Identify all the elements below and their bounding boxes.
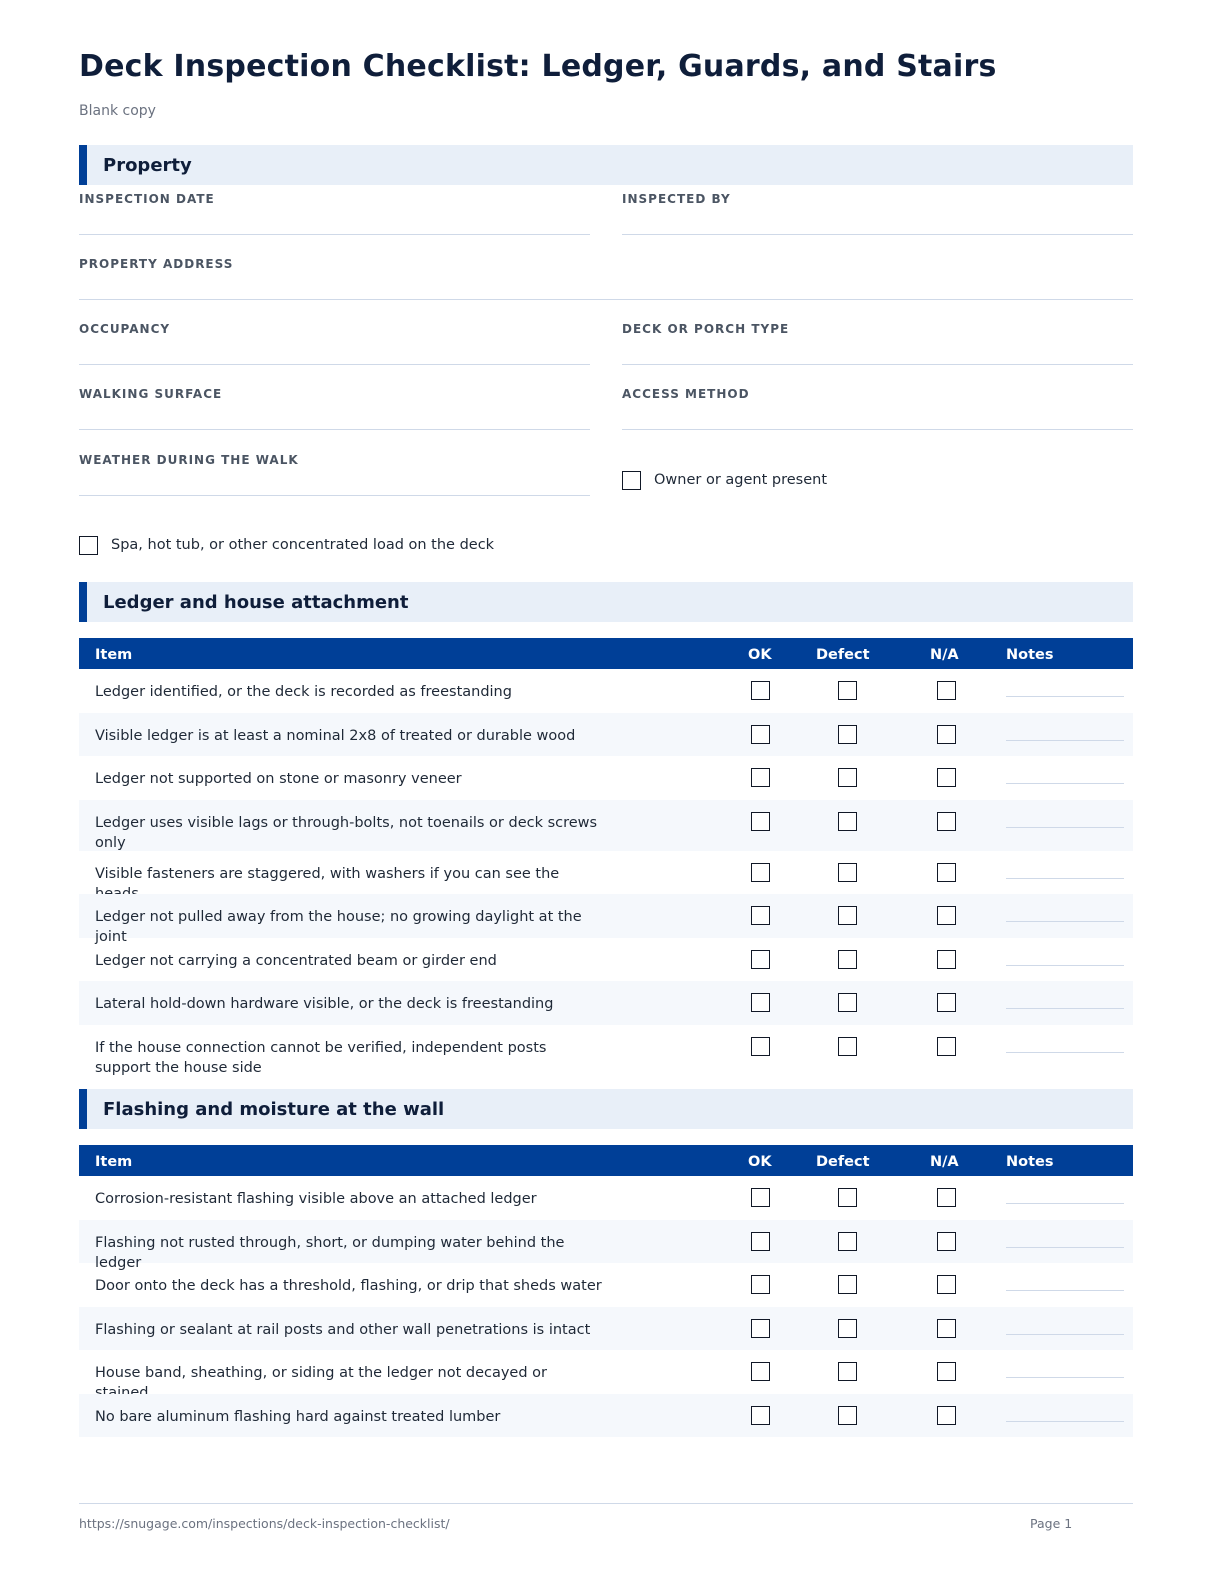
header-na: N/A [930, 1154, 959, 1170]
na-checkbox[interactable] [937, 906, 956, 925]
header-notes: Notes [1006, 647, 1054, 663]
notes-field[interactable] [1006, 1247, 1124, 1248]
na-checkbox[interactable] [937, 768, 956, 787]
na-checkbox[interactable] [937, 1362, 956, 1381]
walking-surface-field[interactable] [79, 380, 590, 430]
table-row [79, 1263, 1133, 1307]
table-row [79, 1176, 1133, 1220]
defect-checkbox[interactable] [838, 993, 857, 1012]
header-item: Item [95, 1154, 133, 1170]
table-row [79, 1394, 1133, 1438]
table-row [79, 1220, 1133, 1271]
na-checkbox[interactable] [937, 1319, 956, 1338]
field-label: OCCUPANCY [79, 322, 171, 336]
item-text: Ledger uses visible lags or through-bolts, not toenails or deck screws only [95, 814, 598, 851]
item-text: House band, sheathing, or siding at the ledger not decayed or [95, 1365, 547, 1381]
table-header [79, 638, 1133, 669]
table-row [79, 1025, 1133, 1076]
defect-checkbox[interactable] [838, 906, 857, 925]
na-checkbox[interactable] [937, 725, 956, 744]
spa-load-option[interactable] [79, 534, 494, 556]
item-text: Ledger not pulled away from the house; no growing daylight at the joint [95, 909, 582, 945]
na-checkbox[interactable] [937, 1275, 956, 1294]
defect-checkbox[interactable] [838, 768, 857, 787]
table-row [79, 1307, 1133, 1351]
inspected-by-field[interactable] [622, 185, 1133, 235]
defect-checkbox[interactable] [838, 1319, 857, 1338]
field-label: WEATHER DURING THE WALK [79, 453, 299, 467]
ok-checkbox[interactable] [751, 1037, 770, 1056]
ok-checkbox[interactable] [751, 725, 770, 744]
field-label: ACCESS METHOD [622, 387, 750, 401]
ok-checkbox[interactable] [751, 1319, 770, 1338]
ledger-rows [79, 669, 1133, 1076]
table-row [79, 981, 1133, 1025]
na-checkbox[interactable] [937, 993, 956, 1012]
footer-url: https://snugage.com/inspections/deck-inspection-checklist/ [79, 1516, 450, 1531]
field-label: INSPECTION DATE [79, 192, 215, 206]
ok-checkbox[interactable] [751, 906, 770, 925]
field-label: DECK OR PORCH TYPE [622, 322, 790, 336]
table-row [79, 800, 1133, 851]
section-title: Ledger and house attachment [103, 592, 409, 613]
page-title: Deck Inspection Checklist: Ledger, Guards, and Stairs [79, 49, 997, 84]
notes-field[interactable] [1006, 696, 1124, 697]
item-text: Corrosion-resistant flashing visible above an attached ledger [95, 1191, 537, 1207]
defect-checkbox[interactable] [838, 725, 857, 744]
na-checkbox[interactable] [937, 1232, 956, 1251]
ok-checkbox[interactable] [751, 1406, 770, 1425]
spa-load-label: Spa, hot tub, or other concentrated load on the deck [111, 537, 495, 553]
table-row [79, 713, 1133, 757]
defect-checkbox[interactable] [838, 1406, 857, 1425]
notes-field[interactable] [1006, 783, 1124, 784]
defect-checkbox[interactable] [838, 812, 857, 831]
ok-checkbox[interactable] [751, 1362, 770, 1381]
ledger-table [79, 638, 1133, 1076]
ok-checkbox[interactable] [751, 863, 770, 882]
spa-load-checkbox[interactable] [79, 536, 98, 555]
section-title: Property [103, 155, 192, 176]
header-defect: Defect [816, 1154, 870, 1170]
ok-checkbox[interactable] [751, 768, 770, 787]
item-text: Ledger not carrying a concentrated beam or girder end [95, 952, 497, 969]
table-row [79, 1350, 1133, 1394]
na-checkbox[interactable] [937, 1406, 956, 1425]
item-text: Visible fasteners are staggered, with washers if you can see the [95, 865, 560, 882]
table-row [79, 669, 1133, 713]
occupancy-field[interactable] [79, 315, 590, 365]
defect-checkbox[interactable] [838, 1362, 857, 1381]
header-item: Item [95, 647, 133, 663]
notes-field[interactable] [1006, 1008, 1124, 1009]
defect-checkbox[interactable] [838, 1188, 857, 1207]
item-text: Flashing not rusted through, short, or dumping water behind the ledger [95, 1234, 565, 1271]
notes-field[interactable] [1006, 827, 1124, 828]
item-text: If the house connection cannot be verified, independent posts support the house side [95, 1039, 547, 1076]
table-row [79, 756, 1133, 800]
defect-checkbox[interactable] [838, 1037, 857, 1056]
owner-present-label: Owner or agent present [654, 472, 828, 488]
notes-field[interactable] [1006, 878, 1124, 879]
item-text: Ledger not supported on stone or masonry veneer [95, 771, 462, 787]
notes-field[interactable] [1006, 1377, 1124, 1378]
flashing-rows [79, 1176, 1133, 1437]
item-text: Door onto the deck has a threshold, flashing, or drip that sheds water [95, 1278, 602, 1294]
na-checkbox[interactable] [937, 1188, 956, 1207]
na-checkbox[interactable] [937, 812, 956, 831]
owner-present-checkbox[interactable] [622, 471, 641, 490]
notes-field[interactable] [1006, 740, 1124, 741]
property-address-field[interactable] [79, 250, 1133, 300]
ok-checkbox[interactable] [751, 950, 770, 969]
page-subtitle: Blank copy [79, 103, 156, 119]
defect-checkbox[interactable] [838, 681, 857, 700]
access-method-field[interactable] [622, 380, 1133, 430]
footer-page-number: Page 1 [1030, 1516, 1073, 1531]
ok-checkbox[interactable] [751, 1232, 770, 1251]
field-label: INSPECTED BY [622, 192, 731, 206]
table-row [79, 851, 1133, 895]
defect-checkbox[interactable] [838, 950, 857, 969]
item-text: No bare aluminum flashing hard against treated lumber [95, 1408, 501, 1425]
section-title: Flashing and moisture at the wall [103, 1099, 445, 1120]
table-row [79, 894, 1133, 945]
defect-checkbox[interactable] [838, 1275, 857, 1294]
section-flashing [79, 1089, 1133, 1129]
owner-present-option[interactable] [622, 469, 827, 491]
na-checkbox[interactable] [937, 681, 956, 700]
notes-field[interactable] [1006, 1421, 1124, 1422]
ok-checkbox[interactable] [751, 681, 770, 700]
header-na: N/A [930, 647, 959, 663]
section-ledger [79, 582, 1133, 622]
header-defect: Defect [816, 647, 870, 663]
header-notes: Notes [1006, 1154, 1054, 1170]
flashing-table [79, 1145, 1133, 1437]
section-property [79, 145, 1133, 185]
notes-field[interactable] [1006, 1290, 1124, 1291]
field-label: WALKING SURFACE [79, 387, 223, 401]
na-checkbox[interactable] [937, 950, 956, 969]
deck-type-field[interactable] [622, 315, 1133, 365]
item-text: Lateral hold-down hardware visible, or the deck is freestanding [95, 996, 554, 1012]
notes-field[interactable] [1006, 1334, 1124, 1335]
table-row [79, 938, 1133, 982]
ok-checkbox[interactable] [751, 993, 770, 1012]
notes-field[interactable] [1006, 921, 1124, 922]
field-label: PROPERTY ADDRESS [79, 257, 234, 271]
ok-checkbox[interactable] [751, 1275, 770, 1294]
ok-checkbox[interactable] [751, 1188, 770, 1207]
ok-checkbox[interactable] [751, 812, 770, 831]
na-checkbox[interactable] [937, 1037, 956, 1056]
header-ok: OK [748, 647, 772, 663]
item-text: Ledger identified, or the deck is recorded as freestanding [95, 684, 512, 700]
na-checkbox[interactable] [937, 863, 956, 882]
inspection-date-field[interactable] [79, 185, 590, 235]
item-text: Flashing or sealant at rail posts and other wall penetrations is intact [95, 1321, 591, 1338]
item-text: Visible ledger is at least a nominal 2x8 of treated or durable wood [95, 727, 576, 744]
notes-field[interactable] [1006, 965, 1124, 966]
notes-field[interactable] [1006, 1052, 1124, 1053]
weather-field[interactable] [79, 446, 590, 496]
defect-checkbox[interactable] [838, 1232, 857, 1251]
header-ok: OK [748, 1154, 772, 1170]
footer-divider [79, 1503, 1133, 1504]
defect-checkbox[interactable] [838, 863, 857, 882]
table-header [79, 1145, 1133, 1176]
notes-field[interactable] [1006, 1203, 1124, 1204]
